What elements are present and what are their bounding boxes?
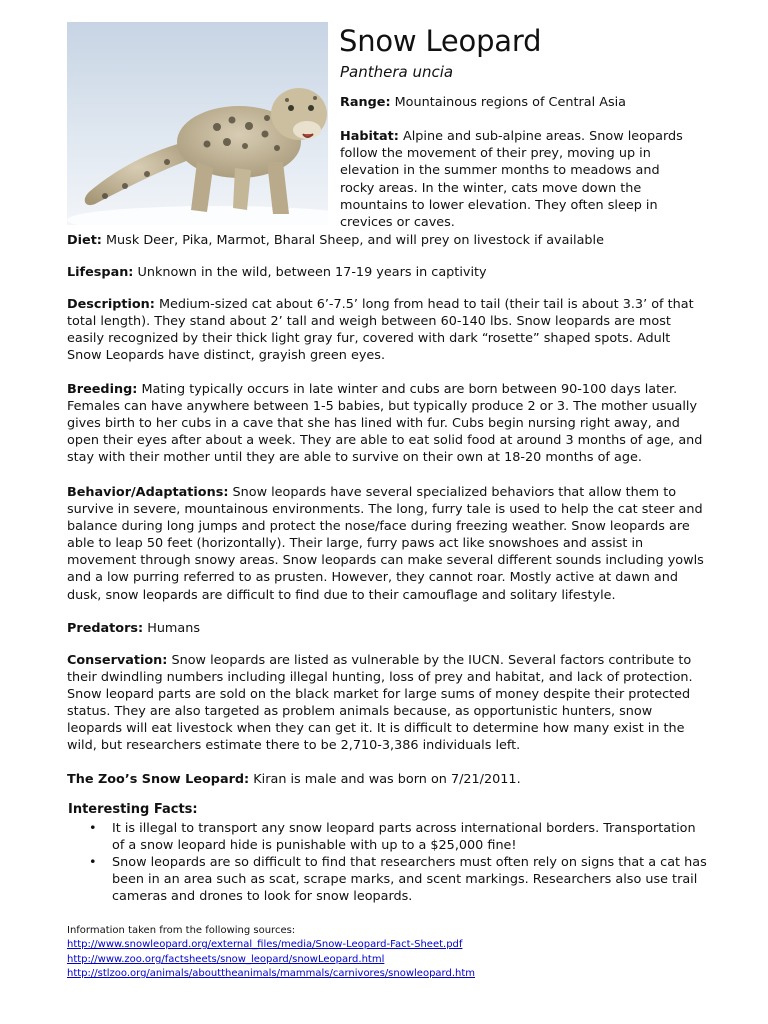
description-label: Description:	[67, 297, 155, 312]
facts-heading: Interesting Facts:	[68, 802, 198, 817]
range-label: Range:	[340, 95, 391, 110]
source-link[interactable]: http://www.snowleopard.org/external_files/media/Snow-Leopard-Fact-Sheet.pdf	[67, 939, 463, 950]
list-item	[67, 820, 707, 854]
source-link[interactable]: http://stlzoo.org/animals/abouttheanimals/mammals/carnivores/snowleopard.htm	[67, 968, 476, 979]
diet-label: Diet:	[67, 233, 102, 248]
lifespan-label: Lifespan:	[67, 265, 134, 280]
diet-section	[67, 232, 707, 249]
predators-section	[67, 620, 707, 637]
page-title: Snow Leopard	[339, 24, 542, 58]
fact-text: Snow leopards are so difficult to find that researchers must often rely on signs that a cat has been in an area such as scat, scrape marks, and scent markings. Researchers also use trail cameras and drones to look for snow leopards.	[112, 855, 707, 905]
predators-label: Predators:	[67, 621, 144, 636]
description-section	[67, 296, 707, 364]
zoo-leopard-label: The Zoo’s Snow Leopard:	[67, 772, 250, 787]
behavior-text: Snow leopards have several specialized behaviors that allow them to survive in severe, mountainous environments. The long, furry tale is used to help the cat steer and balance during long jumps and protect the nose/face during freezing weather. Snow leopards are able to leap 50 feet (horizontally). Their large, furry paws act like snowshoes and assist in movement through snowy areas. Snow leopards can make several different sounds including yowls and a low purring referred to as prusten. However, they cannot roar. Mostly active at dawn and dusk, snow leopards are difficult to find due to their camouflage and solitary lifestyle.	[67, 485, 704, 603]
zoo-leopard-text: Kiran is male and was born on 7/21/2011.	[253, 772, 521, 787]
behavior-label: Behavior/Adaptations:	[67, 485, 229, 500]
predators-text: Humans	[147, 621, 201, 636]
habitat-section	[340, 128, 690, 231]
habitat-label: Habitat:	[340, 129, 399, 144]
list-item	[67, 854, 707, 905]
bullet-icon: •	[89, 855, 97, 871]
snow-leopard-photo	[67, 22, 328, 225]
scientific-name: Panthera uncia	[340, 63, 454, 81]
sources-heading: Information taken from the following sources:	[67, 925, 296, 936]
bullet-icon: •	[89, 821, 97, 836]
conservation-section	[67, 652, 707, 755]
lifespan-section	[67, 264, 707, 281]
zoo-leopard-section	[67, 771, 707, 788]
diet-text: Musk Deer, Pika, Marmot, Bharal Sheep, and will prey on livestock if available	[106, 233, 604, 248]
fact-text: It is illegal to transport any snow leopard parts across international borders. Transportation of a snow leopard hide is punishable with up to a $25,000 fine!	[112, 821, 696, 854]
conservation-text: Snow leopards are listed as vulnerable by the IUCN. Several factors contribute to their dwindling numbers including illegal hunting, loss of prey and habitat, and lack of protection. Snow leopard parts are sold on the black market for large sums of money despite their protected status. They are also targeted as problem animals because, as opportunistic hunters, snow leopards will eat livestock when they can get it. It is difficult to determine how many exist in the wild, but researchers estimate there to be 2,710-3,386 individuals left.	[67, 653, 693, 754]
range-text: Mountainous regions of Central Asia	[394, 95, 627, 110]
facts-list	[67, 820, 707, 905]
behavior-section	[67, 484, 707, 604]
breeding-label: Breeding:	[67, 382, 138, 397]
source-link[interactable]: http://www.zoo.org/factsheets/snow_leopard/snowLeopard.html	[67, 954, 385, 965]
range-section	[340, 94, 700, 111]
description-text: Medium-sized cat about 6’-7.5’ long from head to tail (their tail is about 3.3’ of that total length). They stand about 2’ tall and weigh between 60-140 lbs. Snow leopards are most easily recognized by their thick light gray fur, covered with dark “rosette” shaped spots. Adult Snow Leopards have distinct, grayish green eyes.	[67, 297, 694, 364]
snow-leopard-illustration	[67, 22, 328, 225]
lifespan-text: Unknown in the wild, between 17-19 years in captivity	[137, 265, 487, 280]
breeding-text: Mating typically occurs in late winter and cubs are born between 90-100 days later. Females can have anywhere between 1-5 babies, but typically produce 2 or 3. The mother usually gives birth to her cubs in a cave that she has lined with fur. Cubs begin nursing right away, and open their eyes after about a week. They are able to eat solid food at around 3 months of age, and stay with their mother until they are able to survive on their own at 18-20 months of age.	[67, 382, 703, 466]
habitat-text: Alpine and sub-alpine areas. Snow leopards follow the movement of their prey, moving up in elevation in the summer months to meadows and rocky areas. In the winter, cats move down the mountains to lower elevation. They often sleep in crevices or caves.	[340, 129, 683, 231]
breeding-section	[67, 381, 707, 466]
conservation-label: Conservation:	[67, 653, 168, 668]
